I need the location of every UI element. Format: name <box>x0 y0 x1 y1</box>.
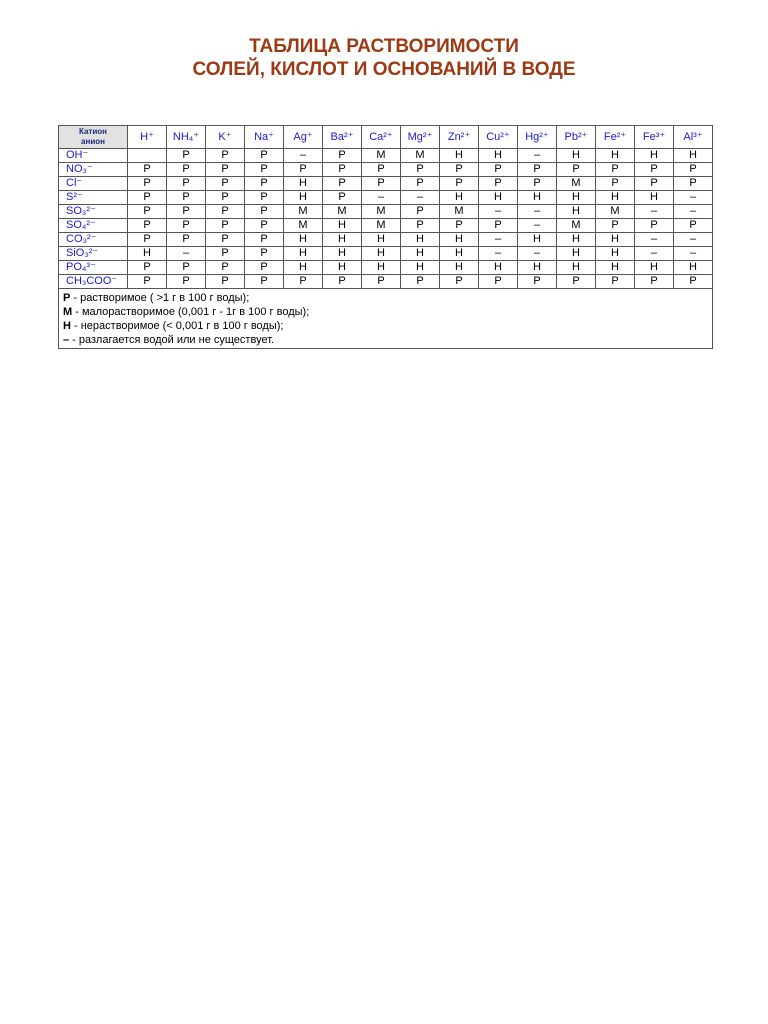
legend-text: - малорастворимое (0,001 г - 1г в 100 г воды); <box>72 306 310 318</box>
solubility-cell: Р <box>635 163 674 177</box>
title-line-2: СОЛЕЙ, КИСЛОТ И ОСНОВАНИЙ В ВОДЕ <box>192 59 576 80</box>
solubility-cell: Р <box>245 191 284 205</box>
solubility-cell: Н <box>635 149 674 163</box>
solubility-cell: Р <box>440 177 479 191</box>
solubility-cell: – <box>674 191 713 205</box>
solubility-cell <box>128 149 167 163</box>
solubility-cell: – <box>635 247 674 261</box>
solubility-cell: – <box>479 205 518 219</box>
cation-header-cell: NH₄⁺ <box>167 126 206 149</box>
solubility-cell: – <box>401 191 440 205</box>
solubility-cell: Н <box>362 247 401 261</box>
solubility-cell: Н <box>596 191 635 205</box>
solubility-cell: Р <box>362 275 401 289</box>
solubility-cell: Р <box>518 177 557 191</box>
solubility-cell: Р <box>206 205 245 219</box>
solubility-cell: Р <box>323 191 362 205</box>
solubility-cell: Р <box>245 149 284 163</box>
solubility-cell: Р <box>362 177 401 191</box>
solubility-cell: Р <box>167 205 206 219</box>
anion-cell: Cl⁻ <box>59 177 128 191</box>
solubility-cell: Р <box>284 275 323 289</box>
solubility-cell: Н <box>362 261 401 275</box>
solubility-cell: Н <box>596 247 635 261</box>
solubility-cell: М <box>362 205 401 219</box>
solubility-cell: Н <box>323 219 362 233</box>
solubility-cell: Н <box>479 191 518 205</box>
solubility-cell: Р <box>596 219 635 233</box>
cation-header-row <box>59 126 713 149</box>
solubility-cell: Р <box>128 163 167 177</box>
solubility-cell: Р <box>245 219 284 233</box>
solubility-cell: М <box>284 219 323 233</box>
solubility-cell: Н <box>557 149 596 163</box>
page-title <box>0 35 768 81</box>
solubility-cell: Р <box>245 205 284 219</box>
solubility-cell: Р <box>206 177 245 191</box>
solubility-cell: Р <box>284 163 323 177</box>
solubility-cell: – <box>284 149 323 163</box>
solubility-cell: Р <box>596 163 635 177</box>
cation-header-cell: Na⁺ <box>245 126 284 149</box>
anion-cell: NO₃⁻ <box>59 163 128 177</box>
solubility-cell: Н <box>440 149 479 163</box>
table-body <box>59 149 713 289</box>
solubility-cell: Н <box>518 233 557 247</box>
solubility-cell: Н <box>479 149 518 163</box>
solubility-cell: Н <box>557 191 596 205</box>
solubility-cell: Н <box>557 261 596 275</box>
solubility-cell: – <box>674 233 713 247</box>
solubility-cell: Р <box>245 233 284 247</box>
solubility-cell: Р <box>128 205 167 219</box>
solubility-cell: Р <box>206 191 245 205</box>
solubility-cell: Р <box>323 275 362 289</box>
solubility-cell: Р <box>167 191 206 205</box>
solubility-cell: Н <box>518 261 557 275</box>
anion-cell: PO₄³⁻ <box>59 261 128 275</box>
solubility-cell: Н <box>284 191 323 205</box>
legend-row <box>59 289 713 349</box>
solubility-cell: Н <box>635 261 674 275</box>
solubility-cell: Р <box>206 163 245 177</box>
solubility-cell: Н <box>323 233 362 247</box>
solubility-cell: Н <box>440 233 479 247</box>
legend-item <box>63 333 708 347</box>
anion-cell: SiO₃²⁻ <box>59 247 128 261</box>
corner-header-cell <box>59 126 128 149</box>
anion-cell: CO₃²⁻ <box>59 233 128 247</box>
solubility-cell: Р <box>674 219 713 233</box>
solubility-cell: – <box>674 205 713 219</box>
solubility-cell: Н <box>440 191 479 205</box>
solubility-cell: Р <box>674 163 713 177</box>
solubility-cell: – <box>479 233 518 247</box>
solubility-cell: М <box>440 205 479 219</box>
solubility-cell: Р <box>206 219 245 233</box>
solubility-cell: М <box>401 149 440 163</box>
anion-cell: CH₃COO⁻ <box>59 275 128 289</box>
solubility-table <box>58 125 713 349</box>
solubility-cell: Р <box>635 177 674 191</box>
solubility-cell: Р <box>206 233 245 247</box>
solubility-cell: Р <box>323 177 362 191</box>
solubility-cell: Р <box>206 261 245 275</box>
solubility-cell: Р <box>401 163 440 177</box>
cation-header-cell: Ca²⁺ <box>362 126 401 149</box>
cation-header-cell: K⁺ <box>206 126 245 149</box>
table-row <box>59 247 713 261</box>
solubility-cell: М <box>323 205 362 219</box>
solubility-cell: Р <box>440 163 479 177</box>
solubility-cell: Р <box>128 177 167 191</box>
solubility-cell: Н <box>596 233 635 247</box>
solubility-cell: Р <box>128 219 167 233</box>
solubility-cell: Р <box>362 163 401 177</box>
solubility-cell: – <box>518 219 557 233</box>
solubility-cell: Н <box>284 247 323 261</box>
solubility-cell: Р <box>596 275 635 289</box>
solubility-cell: Н <box>284 233 323 247</box>
anion-cell: OH⁻ <box>59 149 128 163</box>
cation-header-cell: H⁺ <box>128 126 167 149</box>
table-row <box>59 191 713 205</box>
solubility-cell: Н <box>401 233 440 247</box>
solubility-cell: Р <box>206 247 245 261</box>
solubility-cell: Н <box>362 233 401 247</box>
solubility-cell: М <box>557 177 596 191</box>
legend-text: - нерастворимое (< 0,001 г в 100 г воды); <box>70 320 284 332</box>
solubility-cell: Р <box>167 177 206 191</box>
solubility-cell: Р <box>167 149 206 163</box>
solubility-cell: Р <box>635 275 674 289</box>
solubility-cell: М <box>596 205 635 219</box>
solubility-cell: Р <box>323 149 362 163</box>
legend-item <box>63 291 708 305</box>
table-row <box>59 149 713 163</box>
solubility-cell: Н <box>557 205 596 219</box>
legend-symbol: Р <box>63 292 71 304</box>
solubility-cell: Р <box>479 177 518 191</box>
solubility-cell: Н <box>674 149 713 163</box>
solubility-cell: – <box>674 247 713 261</box>
solubility-cell: Р <box>440 275 479 289</box>
solubility-cell: Р <box>440 219 479 233</box>
solubility-cell: Р <box>401 177 440 191</box>
corner-anion-label: анион <box>81 137 105 146</box>
legend-symbol: Н <box>63 320 71 332</box>
solubility-cell: – <box>362 191 401 205</box>
solubility-cell: Н <box>401 247 440 261</box>
solubility-cell: Н <box>440 247 479 261</box>
solubility-cell: Р <box>245 261 284 275</box>
solubility-cell: Р <box>167 261 206 275</box>
solubility-cell: – <box>518 205 557 219</box>
solubility-cell: Р <box>479 219 518 233</box>
solubility-cell: Н <box>401 261 440 275</box>
solubility-cell: Р <box>479 275 518 289</box>
legend-symbol: – <box>63 334 70 346</box>
solubility-cell: Н <box>323 261 362 275</box>
solubility-cell: Н <box>596 261 635 275</box>
legend-text: - разлагается водой или не существует. <box>69 334 275 346</box>
solubility-cell: Р <box>557 275 596 289</box>
solubility-cell: Р <box>323 163 362 177</box>
solubility-cell: Н <box>518 191 557 205</box>
solubility-cell: Н <box>596 149 635 163</box>
solubility-cell: Р <box>245 247 284 261</box>
solubility-cell: Н <box>128 247 167 261</box>
solubility-cell: Р <box>128 261 167 275</box>
anion-cell: SO₄²⁻ <box>59 219 128 233</box>
solubility-cell: – <box>635 205 674 219</box>
solubility-cell: Р <box>401 219 440 233</box>
solubility-cell: Р <box>518 163 557 177</box>
solubility-cell: Р <box>401 275 440 289</box>
cation-header-cell: Mg²⁺ <box>401 126 440 149</box>
solubility-cell: Р <box>518 275 557 289</box>
cation-header-cell: Cu²⁺ <box>479 126 518 149</box>
solubility-cell: – <box>518 247 557 261</box>
cation-header-cell: Pb²⁺ <box>557 126 596 149</box>
solubility-cell: Н <box>284 177 323 191</box>
cation-header-cell: Fe³⁺ <box>635 126 674 149</box>
solubility-cell: Н <box>479 261 518 275</box>
solubility-cell: М <box>284 205 323 219</box>
table-row <box>59 205 713 219</box>
cation-header-cell: Fe²⁺ <box>596 126 635 149</box>
solubility-cell: Р <box>635 219 674 233</box>
solubility-cell: Р <box>167 163 206 177</box>
solubility-cell: Н <box>284 261 323 275</box>
solubility-cell: М <box>362 219 401 233</box>
solubility-cell: Р <box>557 163 596 177</box>
solubility-cell: – <box>635 233 674 247</box>
anion-cell: SO₃²⁻ <box>59 205 128 219</box>
solubility-cell: Н <box>557 247 596 261</box>
table-row <box>59 163 713 177</box>
legend-item <box>63 319 708 333</box>
solubility-cell: – <box>518 149 557 163</box>
solubility-cell: Р <box>596 177 635 191</box>
solubility-cell: Р <box>167 219 206 233</box>
solubility-cell: – <box>167 247 206 261</box>
solubility-cell: Р <box>245 163 284 177</box>
solubility-cell: Р <box>128 191 167 205</box>
solubility-cell: Р <box>128 275 167 289</box>
corner-cation-label: Катион <box>79 127 107 136</box>
legend-text: - растворимое ( >1 г в 100 г воды); <box>70 292 250 304</box>
solubility-cell: Р <box>245 275 284 289</box>
cation-header-cell: Al³⁺ <box>674 126 713 149</box>
solubility-cell: Р <box>245 177 284 191</box>
solubility-cell: Р <box>206 149 245 163</box>
solubility-cell: Р <box>167 233 206 247</box>
cation-header-cell: Hg²⁺ <box>518 126 557 149</box>
table-row <box>59 219 713 233</box>
solubility-cell: Н <box>557 233 596 247</box>
anion-cell: S²⁻ <box>59 191 128 205</box>
table-row <box>59 261 713 275</box>
solubility-cell: Р <box>674 275 713 289</box>
solubility-cell: М <box>557 219 596 233</box>
solubility-cell: М <box>362 149 401 163</box>
solubility-cell: Р <box>479 163 518 177</box>
solubility-cell: Р <box>128 233 167 247</box>
solubility-cell: Н <box>635 191 674 205</box>
solubility-cell: Р <box>206 275 245 289</box>
legend-item <box>63 305 708 319</box>
solubility-cell: Р <box>167 275 206 289</box>
solubility-cell: Р <box>674 177 713 191</box>
table-row <box>59 177 713 191</box>
table-row <box>59 233 713 247</box>
cation-header-cell: Ba²⁺ <box>323 126 362 149</box>
cation-header-cell: Zn²⁺ <box>440 126 479 149</box>
solubility-cell: Н <box>323 247 362 261</box>
title-line-1: ТАБЛИЦА РАСТВОРИМОСТИ <box>249 36 519 57</box>
cation-header-cell: Ag⁺ <box>284 126 323 149</box>
solubility-cell: Н <box>674 261 713 275</box>
legend-cell <box>59 289 713 349</box>
table-row <box>59 275 713 289</box>
solubility-cell: Р <box>401 205 440 219</box>
legend-symbol: М <box>63 306 73 318</box>
solubility-cell: – <box>479 247 518 261</box>
solubility-cell: Н <box>440 261 479 275</box>
